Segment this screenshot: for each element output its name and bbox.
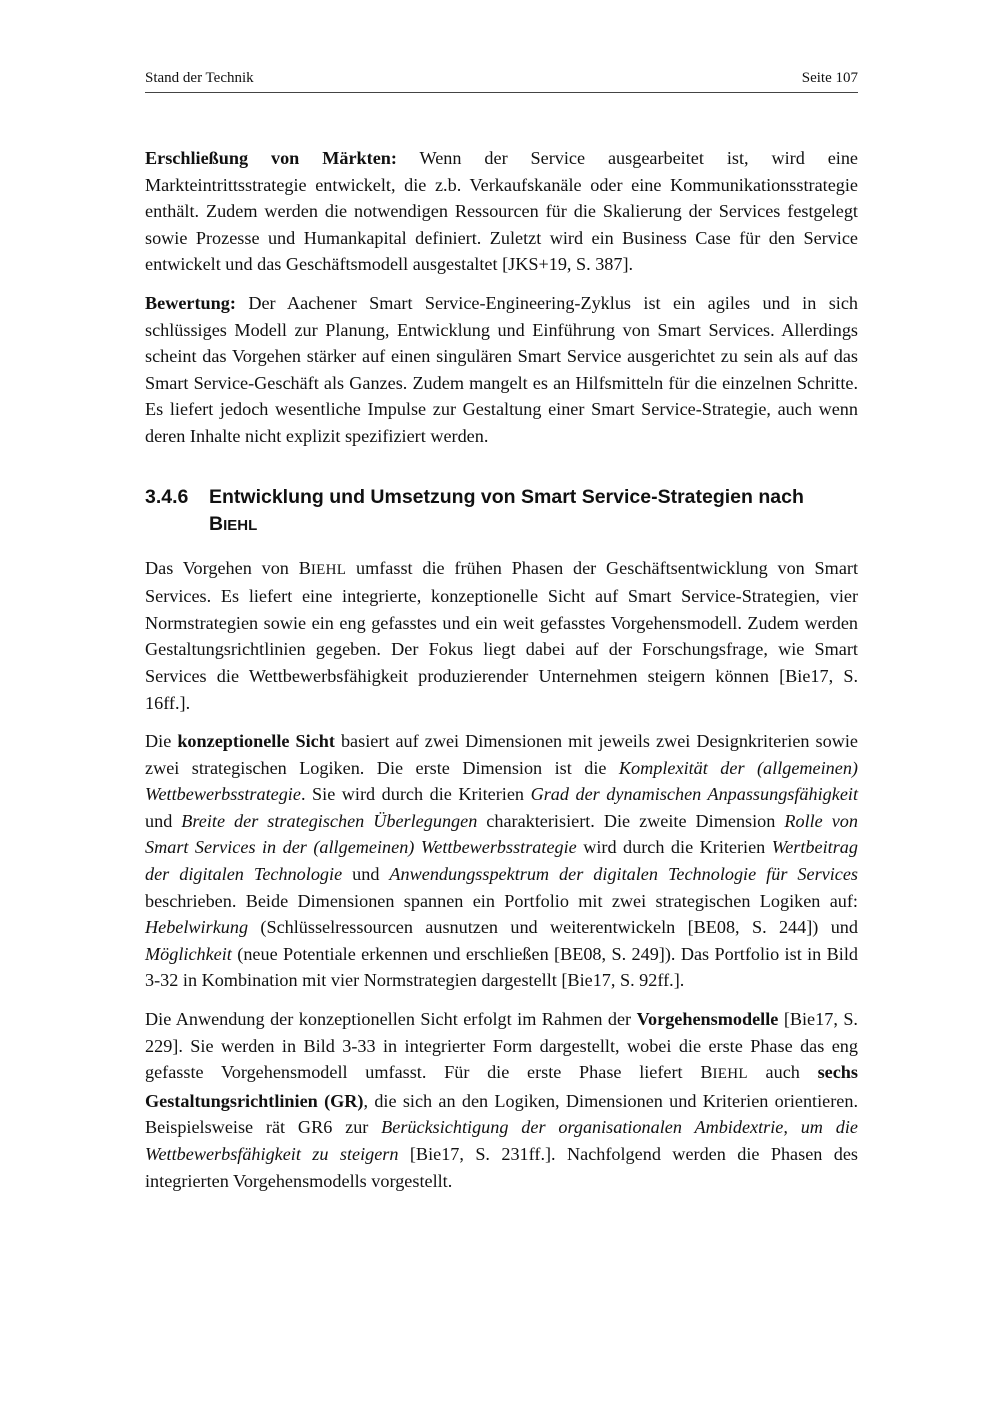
- text: . Sie wird durch die Kriterien: [300, 784, 531, 805]
- paragraph-bewertung: [145, 290, 858, 450]
- author-initial: B: [298, 557, 311, 578]
- term-italic: Grad der dynamischen Anpassungsfähigkeit: [530, 784, 859, 805]
- section-author-initial: B: [209, 512, 224, 535]
- text: wird durch die Kriterien: [576, 837, 772, 858]
- section-number: 3.4.6: [145, 485, 189, 508]
- paragraph-text: Wenn der Service ausgearbeitet ist, wird eine Markteintrittsstrategie entwickelt, die z.b. Verkaufskanäle oder eine Kommunikationsstrategie enthält. Zudem werden die notwendigen Ressourcen für die Skalierung der Services festgelegt sowie Prozesse und Humankapital definiert. Zuletzt wird ein Business Case für den Service entwickelt und das Geschäftsmodell ausgestaltet [JKS+19, S. 387].: [145, 148, 858, 275]
- term-italic: Anwendungsspektrum der digitalen Technologie für Services: [389, 864, 858, 885]
- paragraph-vorgehen: [145, 555, 858, 717]
- term-italic: Breite der strategischen Überlegungen: [181, 810, 478, 831]
- term-bold: sechs Gestaltungsrichtlinien (GR): [145, 1062, 858, 1111]
- section-author-rest: IEHL: [223, 516, 258, 534]
- text: [Bie17, S. 229]. Sie werden in Bild 3-33 in integrierter Form dargestellt, wobei die erste Phase das eng gefasste Vorgehensmodell umfasst. Für die erste Phase liefert: [145, 1009, 858, 1083]
- text: Die: [145, 731, 178, 752]
- text: , die sich an den Logiken, Dimensionen und Kriterien orientieren. Beispielsweise rät GR6 zur: [145, 1090, 858, 1138]
- term-italic: Berücksichtigung der organisationalen Ambidextrie, um die Wettbewerbsfähigkeit zu steigern: [145, 1117, 858, 1164]
- term-italic: Komplexität der (allgemeinen) Wettbewerbsstrategie: [145, 757, 858, 805]
- section-heading: [145, 484, 858, 539]
- page-body: [145, 145, 858, 1206]
- section-title: Entwicklung und Umsetzung von Smart Service-Strategien nach: [209, 485, 804, 508]
- text: beschrieben. Beide Dimensionen spannen ein Portfolio mit zwei strategischen Logiken auf:: [145, 890, 858, 911]
- text: basiert auf zwei Dimensionen mit jeweils zwei Designkriterien sowie zwei strategischen Logiken. Die erste Dimension ist die: [145, 731, 858, 778]
- term-bold: konzeptionelle Sicht: [177, 731, 335, 752]
- term-bold: Erschließung von Märkten:: [145, 148, 397, 168]
- text: Die Anwendung der konzeptionellen Sicht erfolgt im Rahmen der: [145, 1009, 637, 1030]
- author-smallcaps: IEHL: [310, 561, 347, 578]
- text: charakterisiert. Die zweite Dimension: [477, 810, 785, 831]
- text: Das Vorgehen von: [145, 557, 299, 578]
- term-italic: Möglichkeit: [145, 943, 232, 964]
- text: auch: [747, 1062, 818, 1083]
- text: und: [342, 864, 390, 885]
- term-bold: Bewertung:: [145, 292, 236, 313]
- paragraph-konzeptionelle-sicht: [145, 728, 858, 994]
- text: (Schlüsselressourcen ausnutzen und weiterentwickeln [BE08, S. 244]) und: [248, 917, 858, 938]
- term-bold: Vorgehensmodelle: [636, 1009, 779, 1030]
- running-head: Stand der Technik: [145, 70, 254, 86]
- paragraph-markterschliessung: [145, 145, 858, 278]
- page-number: Seite 107: [801, 70, 858, 86]
- author-smallcaps: IEHL: [712, 1066, 748, 1083]
- text: umfasst die frühen Phasen der Geschäftsentwicklung von Smart Services. Es liefert eine integrierte, konzeptionelle Sicht auf Smart Service-Strategien, vier Normstrategien sowie ein eng gefasstes und ein weit gefasstes Vorgehensmodell. Zudem werden Gestaltungsrichtlinien gegeben. Der Fokus liegt dabei auf der Forschungsfrage, wie Smart Services die Wettbewerbsfähigkeit produzierender Unternehmen steigern können [Bie17, S. 16ff.].: [145, 557, 859, 713]
- author-initial: B: [700, 1062, 713, 1083]
- term-italic: Rolle von Smart Services in der (allgemeinen) Wettbewerbsstrategie: [145, 810, 858, 858]
- term-italic: Hebelwirkung: [145, 917, 249, 938]
- text: [Bie17, S. 231ff.]. Nachfolgend werden die Phasen des integrierten Vorgehensmodells vorgestellt.: [145, 1144, 859, 1191]
- text: (neue Potentiale erkennen und erschließen [BE08, S. 249]). Das Portfolio ist in Bild 3-32 in Kombination mit vier Normstrategien dargestellt [Bie17, S. 92ff.].: [145, 943, 858, 991]
- text: und: [145, 810, 182, 831]
- term-italic: Wertbeitrag der digitalen Technologie: [145, 837, 858, 885]
- paragraph-vorgehensmodelle: [145, 1006, 858, 1194]
- page-header: [145, 66, 858, 93]
- paragraph-text: Der Aachener Smart Service-Engineering-Zyklus ist ein agiles und in sich schlüssiges Modell zur Planung, Entwicklung und Einführung von Smart Services. Allerdings scheint das Vorgehen stärker auf einen singulären Smart Service ausgerichtet zu sein als auf das Smart Service-Geschäft als Ganzes. Zudem mangelt es an Hilfsmitteln für die einzelnen Schritte. Es liefert jedoch wesentliche Impulse zur Gestaltung einer Smart Service-Strategie, auch wenn deren Inhalte nicht explizit spezifiziert werden.: [145, 292, 858, 446]
